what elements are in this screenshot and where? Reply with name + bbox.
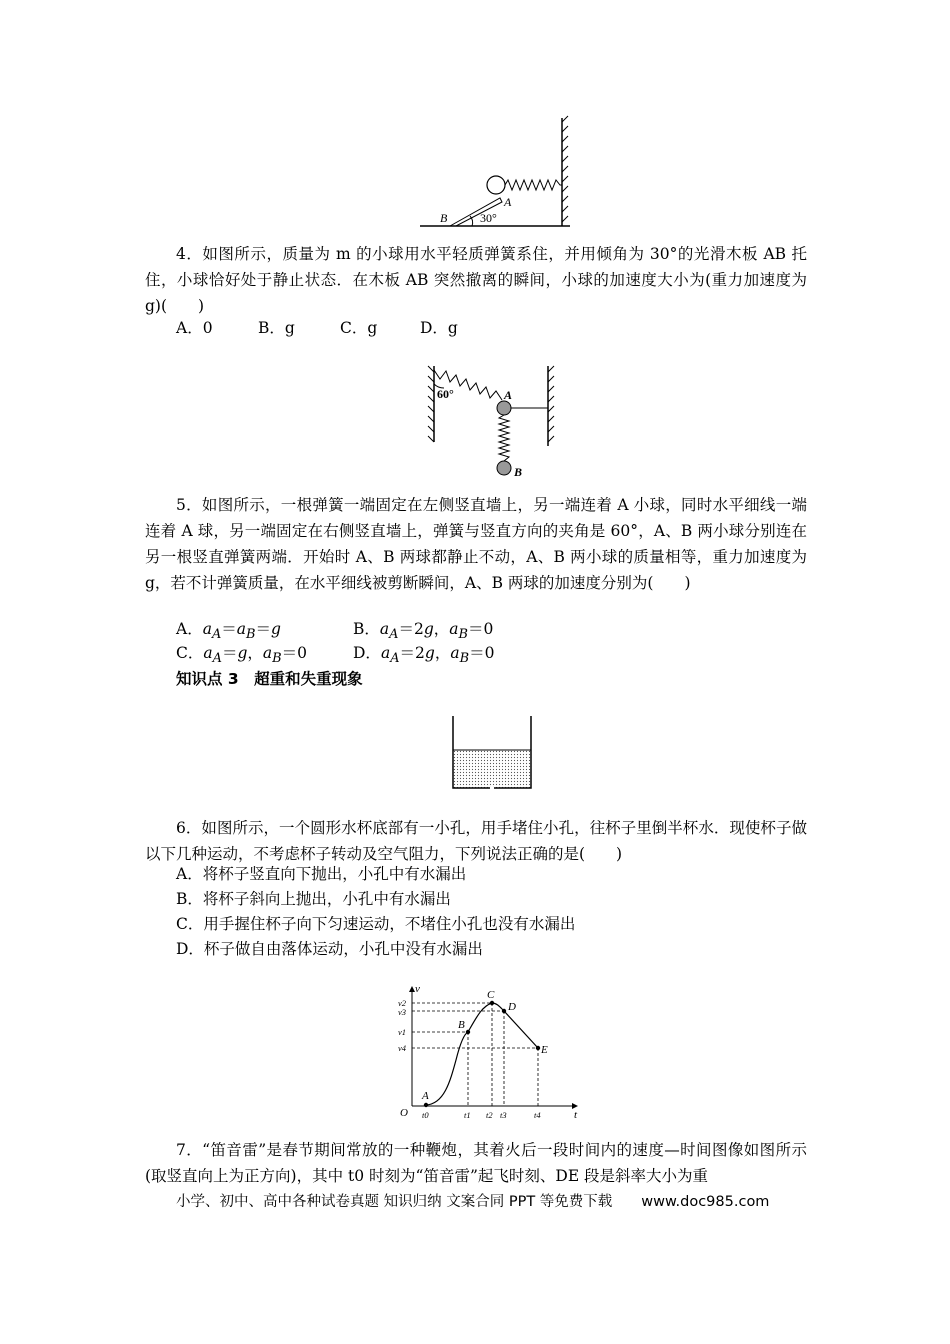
q4-option-b: B．g (258, 319, 295, 337)
figure-water-cup (450, 714, 534, 792)
tick-t3: t3 (500, 1110, 507, 1120)
q4-option-a: A．0 (176, 319, 213, 337)
footer-banner: 小学、初中、高中各种试卷真题 知识归纳 文案合同 PPT 等免费下载 www.doc985.com (176, 1194, 770, 1210)
tick-t1: t1 (464, 1110, 471, 1120)
section-heading: 知识点 3 超重和失重现象 (176, 670, 363, 688)
figure-spring-balls (424, 362, 564, 482)
label-a: A (504, 195, 512, 209)
question-6-text: 6．如图所示，一个圆形水杯底部有一小孔，用手堵住小孔，往杯子里倒半杯水．现使杯子做以下几种运动，不考虑杯子转动及空气阻力，下列说法正确的是( ) (145, 819, 807, 863)
point-c: C (487, 989, 495, 1001)
tick-t2: t2 (486, 1110, 493, 1120)
figure-incline-spring (410, 112, 580, 232)
tick-v3: v3 (398, 1007, 407, 1017)
q6-option-c: C．用手握住杯子向下匀速运动，不堵住小孔也没有水漏出 (176, 915, 576, 933)
q6-option-b: B．将杯子斜向上抛出，小孔中有水漏出 (176, 890, 451, 908)
tick-v1: v1 (398, 1027, 407, 1037)
figure-vt-graph (396, 982, 586, 1124)
q5-option-a: A．$a_A=a_B=g$ (176, 620, 281, 643)
angle-label: 30° (480, 211, 497, 225)
tick-t0: t0 (422, 1110, 429, 1120)
point-d: D (508, 1001, 516, 1013)
point-e: E (541, 1044, 548, 1056)
label-b: B (514, 465, 523, 479)
origin-label: O (400, 1107, 408, 1119)
question-7-text: 7．“笛音雷”是春节期间常放的一种鞭炮，其着火后一段时间内的速度—时间图像如图所示(取竖直向上为正方向)，其中 t0 时刻为“笛音雷”起飞时刻、DE 段是斜率大小为重 (145, 1141, 807, 1185)
tick-t4: t4 (534, 1110, 541, 1120)
label-b: B (440, 211, 448, 225)
q4-option-d: D．g (420, 319, 458, 337)
axis-v-label: v (415, 983, 420, 995)
tick-v2: v2 (398, 998, 407, 1008)
q6-option-d: D．杯子做自由落体运动，小孔中没有水漏出 (176, 940, 483, 958)
q5-option-b: B．$a_A=2g$，$a_B=0$ (353, 620, 494, 643)
question-4-text: 4．如图所示，质量为 m 的小球用水平轻质弹簧系住，并用倾角为 30°的光滑木板 AB 托住，小球恰好处于静止状态．在木板 AB 突然撤离的瞬间，小球的加速度大小为(重力加速度为 g)( ) (145, 245, 807, 315)
tick-v4: v4 (398, 1043, 407, 1053)
point-a: A (422, 1090, 429, 1102)
q6-option-a: A．将杯子竖直向下抛出，小孔中有水漏出 (176, 865, 467, 883)
q5-option-d: D．$a_A=2g$，$a_B=0$ (353, 644, 495, 667)
axis-t-label: t (574, 1109, 578, 1121)
angle-label: 60° (437, 387, 454, 401)
question-5-text: 5．如图所示，一根弹簧一端固定在左侧竖直墙上，另一端连着 A 小球，同时水平细线一端连着 A 球，另一端固定在右侧竖直墙上，弹簧与竖直方向的夹角是 60°，A、B 两小球分别连在另一根竖直弹簧两端．开始时 A、B 两球都静止不动，A、B 两小球的质量相等，重力加速度为 g，若不计弹簧质量，在水平细线被剪断瞬间，A、B 两球的加速度分别为( ) (145, 496, 807, 592)
label-a: A (504, 388, 513, 402)
q4-option-c: C．g (340, 319, 378, 337)
q5-option-c: C．$a_A=g$，$a_B=0$ (176, 644, 308, 667)
point-b: B (458, 1019, 465, 1031)
